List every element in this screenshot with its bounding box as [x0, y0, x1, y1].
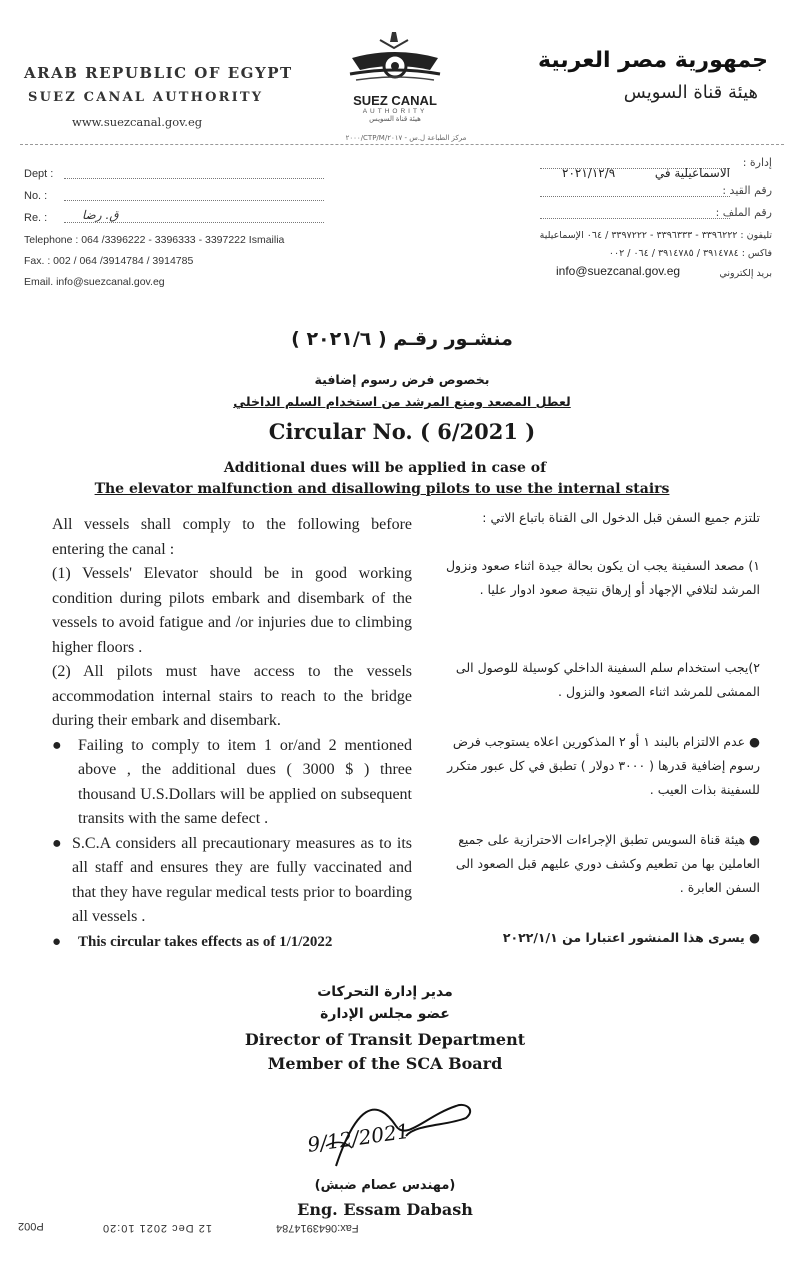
date-label: الاسماعيلية في [654, 166, 730, 180]
sca-emblem-icon [340, 28, 450, 90]
signatory-name-ar: (مهندس عصام ضبش) [314, 1178, 456, 1193]
english-bullet-2: S.C.A considers all precautionary measures as to its all staff and ensures they are fully vaccinated and that they have regular medical tests prior to boarding all vessels . [72, 834, 412, 925]
fax-footer-number: Fax:0643914784 [276, 1222, 359, 1234]
email-ar-value: info@suezcanal.gov.eg [556, 264, 681, 278]
malaf-line [540, 218, 730, 219]
circular-title-ar: منشـور رقـم ( ٢٠٢١/٦ ) [291, 328, 513, 350]
telephone-ar: تليفون : ٣٣٩٦٢٢٢ - ٣٣٩٦٣٣٣ - ٣٣٩٧٢٢٢ / ٠٦٤ الإسماعيلية [539, 230, 772, 241]
arabic-bullet-2: ● هيئة قناة السويس تطبق الإجراءات الاحترازية على جميع العاملين بها من تطعيم وكشف دوري عليهم قبل الصعود الى السفن العابرة . [455, 832, 760, 895]
print-center-code: مركز الطباعة ل.س - ٢٠١٧/CTP/M/٢٠٠٠ [345, 134, 467, 142]
header-authority-en: SUEZ CANAL AUTHORITY [28, 90, 264, 105]
english-bullet-1: Failing to comply to item 1 or/and 2 mentioned above , the additional dues ( 3000 $ ) three thousand U.S.Dollars will be applied on subsequent transits with the same defect . [78, 736, 412, 827]
arabic-bullet-2-text: هيئة قناة السويس تطبق الإجراءات الاحترازية على جميع العاملين بها من تطعيم وكشف دوري عليهم قبل الصعود الى السفن العابرة . [455, 832, 760, 895]
arabic-intro: تلتزم جميع السفن قبل الدخول الى القناة باتباع الاتي : [482, 510, 760, 525]
logo-subtext-ar: هيئة قناة السويس [369, 116, 421, 123]
header-country-en: ARAB REPUBLIC OF EGYPT [24, 64, 293, 82]
circular-title-en: Circular No. ( 6/2021 ) [268, 419, 536, 444]
fax-ar: فاكس : ٣٩١٤٧٨٤ / ٣٩١٤٧٨٥ / ٠٦٤ / ٠٠٢ [608, 248, 772, 259]
dept-label: Dept : [24, 168, 54, 180]
arabic-bullet-1: ● عدم الالتزام بالبند ١ أو ٢ المذكورين اعلاه يستوجب فرض رسوم إضافية قدرها ( ٣٠٠٠ دولار ) تطبق في كل عبور متكرر للسفينة بذات العيب . [447, 734, 760, 797]
email-en: Email. info@suezcanal.gov.eg [24, 276, 165, 288]
bullet-icon: ● [52, 933, 62, 950]
re-handwritten: ق. رضا [82, 208, 119, 222]
circular-subject-ar-1: بخصوص فرض رسوم إضافية [314, 372, 490, 387]
no-line [64, 200, 324, 201]
circular-subject-ar-2: لعطل المصعد ومنع المرشد من استخدام السلم الداخلي [233, 394, 571, 409]
arabic-item-1: ١) مصعد السفينة يجب ان يكون بحالة جيدة اثناء صعود ونزول المرشد لتلافي الإجهاد أو إرهاق نتيجة صعود ادوار عليا . [445, 558, 760, 597]
date-value: ٢٠٢١/١٢/٩ [562, 166, 616, 180]
arabic-bullet-3: ● يسرى هذا المنشور اعتبارا من ٢٠٢٢/١/١ [502, 930, 760, 945]
sca-logo [340, 28, 450, 124]
handwritten-date: 9/12/2021 [305, 1118, 411, 1157]
idara-label: إدارة : [742, 156, 772, 169]
fax-footer-timestamp: 12 Dec 2021 10:20 [102, 1222, 212, 1234]
english-item-2: (2) All pilots must have access to the vessels accommodation internal stairs to reach to the bridge during their embark and disembark. [52, 663, 412, 729]
english-bullet-3: This circular takes effects as of 1/1/2022 [78, 933, 333, 950]
signature-title-en-2: Member of the SCA Board [267, 1054, 503, 1073]
signatory-name-en: Eng. Essam Dabash [297, 1200, 473, 1219]
no-label: No. : [24, 190, 48, 202]
malaf-label: رقم الملف : [715, 206, 772, 219]
english-bullet-2-row [52, 832, 412, 930]
signature-title-ar-2: عضو مجلس الإدارة [320, 1006, 450, 1022]
english-item-1: (1) Vessels' Elevator should be in good working condition during pilots embark and disembark of the vessels to avoid fatigue and /or injuries due to climbing higher floors . [52, 565, 412, 656]
arabic-bullet-1-text: عدم الالتزام بالبند ١ أو ٢ المذكورين اعلاه يستوجب فرض رسوم إضافية قدرها ( ٣٠٠٠ دولار ) تطبق في كل عبور متكرر للسفينة بذات العيب . [447, 734, 760, 797]
bullet-icon: ● [52, 834, 62, 852]
circular-subject-en-1: Additional dues will be applied in case of [223, 460, 547, 476]
telephone-en: Telephone : 064 /3396222 - 3396333 - 3397222 Ismailia [24, 234, 285, 246]
header-country-ar: جمهورية مصر العربية [538, 48, 768, 73]
header-website: www.suezcanal.gov.eg [72, 115, 203, 129]
email-ar-label: بريد إلكتروني [719, 268, 772, 279]
logo-text: SUEZ CANAL [353, 93, 437, 108]
circular-subject-en-2: The elevator malfunction and disallowing pilots to use the internal stairs [94, 481, 670, 497]
header-divider [20, 144, 784, 145]
arabic-bullet-3-text: يسرى هذا المنشور اعتبارا من ٢٠٢٢/١/١ [502, 930, 745, 945]
header-authority-ar: هيئة قناة السويس [623, 82, 758, 103]
signature-title-en-1: Director of Transit Department [244, 1030, 526, 1049]
qaid-line [540, 196, 730, 197]
qaid-label: رقم القيد : [722, 184, 772, 197]
fax-en: Fax. : 002 / 064 /3914784 / 3914785 [24, 255, 194, 267]
bullet-icon: ● [52, 736, 62, 754]
signature-title-ar-1: مدير إدارة التحركات [317, 984, 453, 1000]
handwritten-signature [296, 1096, 486, 1176]
english-bullet-1-row [52, 734, 412, 832]
english-body [52, 513, 412, 954]
english-intro: All vessels shall comply to the following before entering the canal : [52, 516, 412, 558]
re-line [64, 222, 324, 223]
dept-line [64, 178, 324, 179]
re-label: Re. : [24, 212, 48, 224]
english-bullet-3-row [52, 930, 412, 955]
fax-footer-page: P002 [18, 1220, 44, 1232]
logo-subtext: AUTHORITY [362, 108, 428, 115]
arabic-item-2: ٢)يجب استخدام سلم السفينة الداخلي كوسيلة للوصول الى الممشى للمرشد اثناء الصعود والنزول . [455, 660, 760, 699]
